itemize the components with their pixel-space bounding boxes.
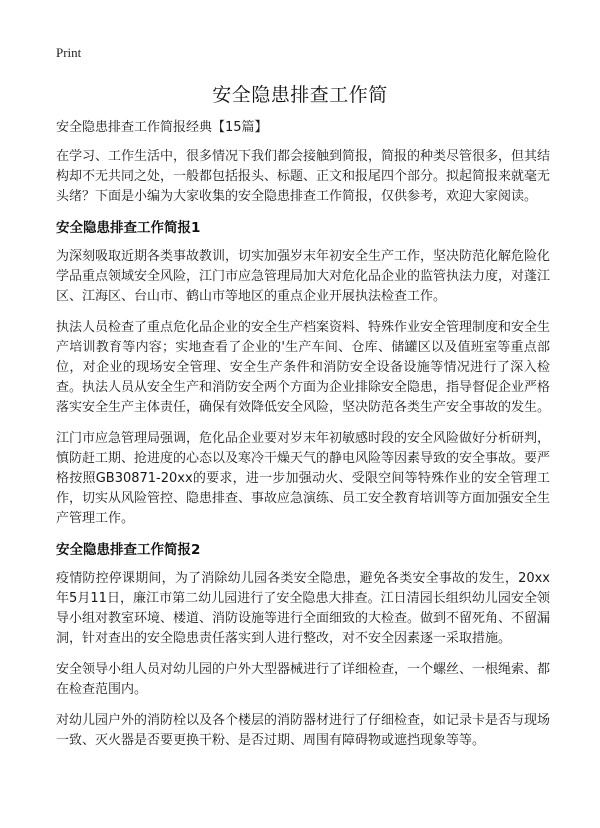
section-heading: 安全隐患排查工作简报1: [56, 220, 201, 236]
print-link[interactable]: Print: [56, 45, 82, 60]
section-paragraph: 江门市应急管理局强调，危化品企业要对岁末年初敏感时段的安全风险做好分析研判，慎防赶工期、抢进度的心态以及寒冷干燥天气的静电风险等因素导致的安全事故。要严格按照GB30871-20xx的要求，进一步加强动火、受限空间等特殊作业的安全管理工作，切实从风险管控、隐患排查、事故应急演练、员工安全教育培训等方面加强安全生产管理工作。: [56, 431, 551, 526]
section-heading: 安全隐患排查工作简报2: [56, 542, 201, 558]
section-paragraph: 疫情防控停课期间，为了消除幼儿园各类安全隐患，避免各类安全事故的发生，20xx年5月11日，廉江市第二幼儿园进行了安全隐患大排查。江日清园长组织幼儿园安全领导小组对教室环境、楼道、消防设施等进行全面细致的大检查。做到不留死角、不留漏洞，针对查出的安全隐患责任落实到人进行整改，对不安全因素逐一采取措施。: [56, 571, 551, 646]
document-subtitle: 安全隐患排查工作简报经典【15篇】: [56, 120, 268, 135]
section-paragraph: 为深刻吸取近期各类事故教训，切实加强岁末年初安全生产工作，坚决防范化解危险化学品重点领域安全风险，江门市应急管理局加大对危化品企业的监管执法力度，对蓬江区、江海区、台山市、鹤山市等地区的重点企业开展执法检查工作。: [56, 249, 551, 304]
section-paragraph: 执法人员检查了重点危化品企业的安全生产档案资料、特殊作业安全管理制度和安全生产培训教育等内容；实地查看了企业的'生产车间、仓库、储罐区以及值班室等重点部位，对企业的现场安全管理、安全生产条件和消防安全设备设施等情况进行了深入检查。执法人员从安全生产和消防安全两个方面为企业排除安全隐患，指导督促企业严格落实安全生产主体责任，确保有效降低安全风险，坚决防范各类生产安全事故的发生。: [56, 320, 551, 415]
intro-paragraph: 在学习、工作生活中，很多情况下我们都会接触到简报，简报的种类尽管很多，但其结构却不无共同之处，一般都包括报头、标题、正文和报尾四个部分。拟起简报来就毫无头绪？下面是小编为大家收集的安全隐患排查工作简报，仅供参考，欢迎大家阅读。: [56, 149, 551, 204]
document-body: [56, 118, 550, 762]
section-paragraph: 对幼儿园户外的消防栓以及各个楼层的消防器材进行了仔细检查，如记录卡是否与现场一致、灭火器是否要更换干粉、是否过期、周围有障碍物或遮挡现象等等。: [56, 713, 551, 748]
page-title: 安全隐患排查工作简: [212, 84, 388, 106]
section-paragraph: 安全领导小组人员对幼儿园的户外大型器械进行了详细检查，一个螺丝、一根绳索、都在检查范围内。: [56, 662, 551, 697]
